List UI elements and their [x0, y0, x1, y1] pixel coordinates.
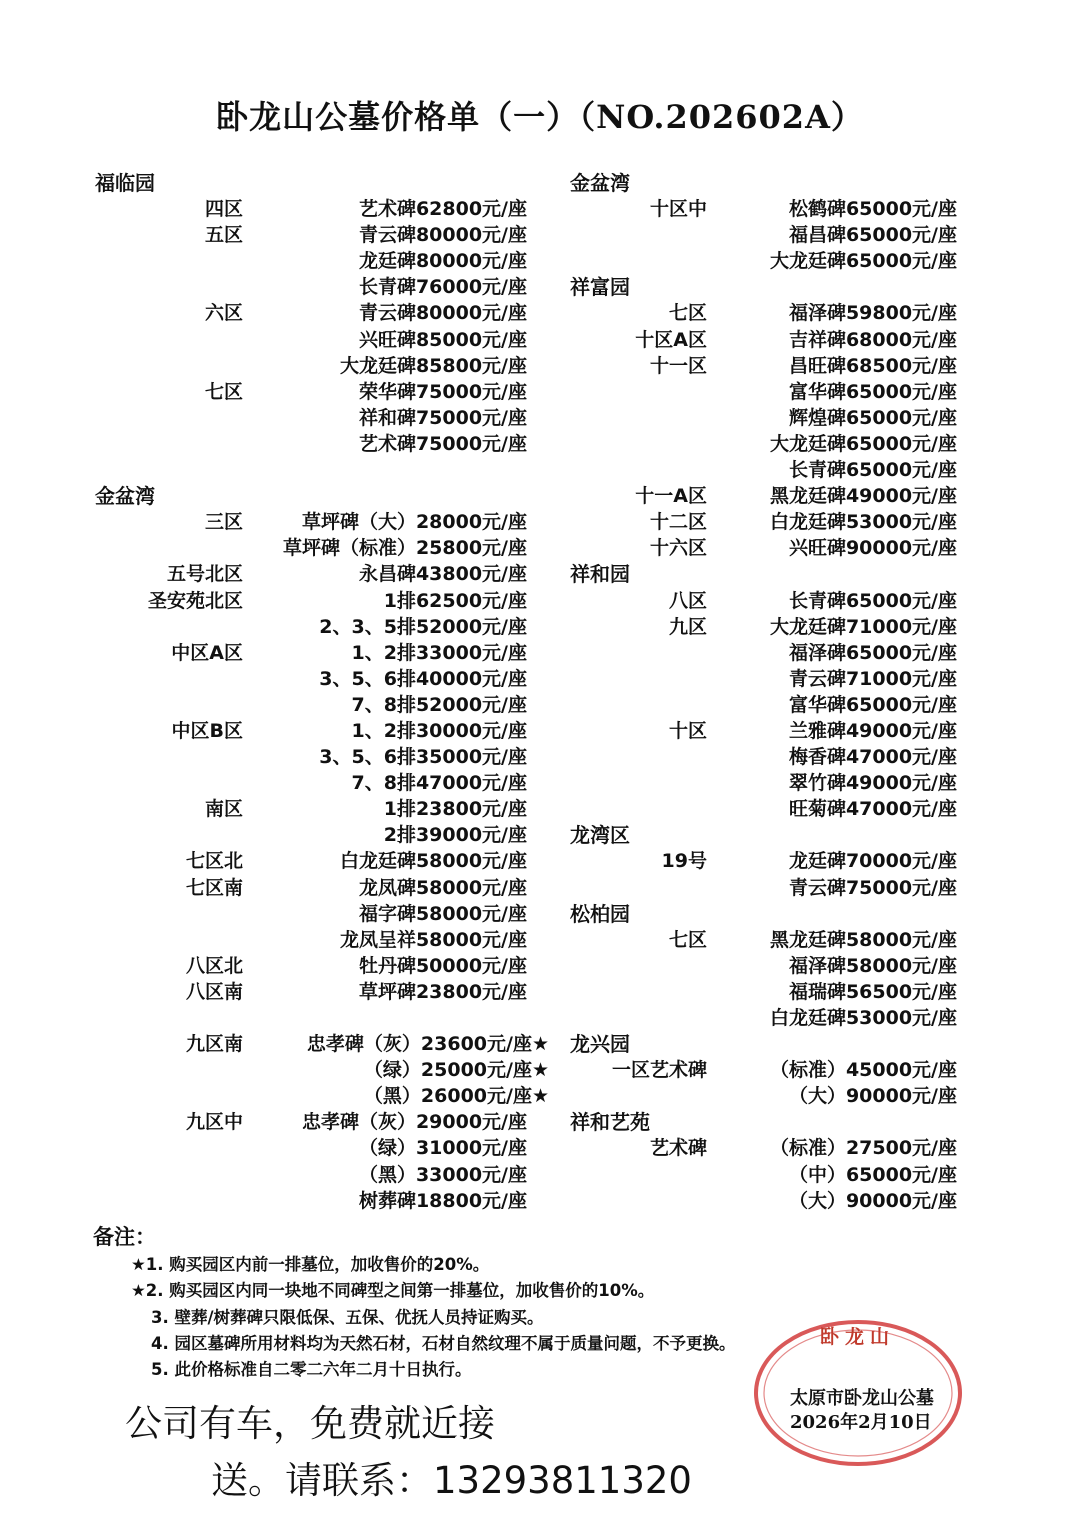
price-row	[570, 353, 965, 379]
price-value: 青云碑75000元/座	[788, 876, 957, 899]
price-value: 兰雅碑49000元/座	[788, 719, 957, 742]
price-value: 辉煌碑65000元/座	[788, 406, 957, 429]
price-row	[570, 222, 965, 248]
price-row	[570, 431, 965, 457]
price-row	[570, 274, 965, 300]
price-value: 吉祥碑68000元/座	[788, 328, 957, 351]
page-title: 卧龙山公墓价格单（一）（NO.202602A）	[216, 98, 864, 136]
price-row	[570, 1188, 965, 1214]
zone-name: 八区北	[185, 954, 243, 977]
note-item: ★2. 购买园区内同一块地不同碑型之间第一排墓位，加收售价的10%。	[131, 1281, 655, 1301]
price-row	[95, 1057, 549, 1083]
price-row	[95, 1031, 549, 1057]
price-value: 松鹤碑65000元/座	[788, 198, 957, 221]
price-row	[95, 405, 535, 431]
price-row	[570, 744, 965, 770]
price-value: （中）65000元/座	[788, 1163, 957, 1186]
price-row	[95, 1135, 535, 1161]
price-value: （标准）27500元/座	[769, 1137, 957, 1160]
price-value: 白龙廷碑58000元/座	[339, 850, 527, 873]
price-value: 龙凤碑58000元/座	[358, 876, 527, 899]
zone-name: 南区	[204, 798, 243, 821]
price-value: 黑龙廷碑58000元/座	[769, 928, 957, 951]
price-row	[95, 901, 535, 927]
price-row	[95, 300, 535, 326]
price-value: 3、5、6排35000元/座	[319, 746, 527, 769]
price-value: 艺术碑62800元/座	[358, 198, 527, 221]
price-value: 永昌碑43800元/座	[358, 563, 527, 586]
price-value: 长青碑65000元/座	[788, 589, 957, 612]
price-value: 树葬碑18800元/座	[358, 1189, 527, 1212]
price-row	[570, 979, 965, 1005]
zone-name: 五区	[204, 224, 243, 247]
price-row	[95, 170, 535, 196]
price-row	[570, 248, 965, 274]
seal-arc-text: 卧龙山	[820, 1326, 896, 1348]
price-value: 旺菊碑47000元/座	[788, 798, 957, 821]
zone-name: 九区南	[185, 1033, 243, 1056]
price-value: 白龙廷碑53000元/座	[769, 511, 957, 534]
price-value: 昌旺碑68500元/座	[788, 354, 957, 377]
price-value: 白龙廷碑53000元/座	[769, 1007, 957, 1029]
zone-name: 五号北区	[166, 563, 243, 586]
zone-name: 七区	[204, 380, 243, 403]
price-value: 青云碑71000元/座	[788, 667, 957, 690]
zone-name: 中区A区	[171, 641, 243, 664]
price-row	[95, 796, 535, 822]
price-value: 大龙廷碑85800元/座	[339, 354, 527, 377]
note-item: ★1. 购买园区内前一排墓位，加收售价的20%。	[131, 1255, 490, 1274]
price-row	[95, 614, 535, 640]
zone-name: 八区南	[185, 980, 243, 1003]
seal-name: 太原市卧龙山公墓	[790, 1388, 934, 1409]
price-row	[570, 666, 965, 692]
price-row	[570, 796, 965, 822]
price-value: 福昌碑65000元/座	[788, 224, 957, 247]
price-value: 长青碑65000元/座	[788, 459, 957, 482]
price-row	[570, 718, 965, 744]
price-row	[570, 405, 965, 431]
price-row	[95, 692, 535, 718]
contact-overlay	[125, 1395, 765, 1509]
price-row	[570, 875, 965, 901]
section-name: 祥富园	[570, 275, 630, 300]
zone-name: 一区艺术碑	[611, 1059, 707, 1082]
price-row	[95, 953, 535, 979]
price-value: 2、3、5排52000元/座	[319, 615, 527, 638]
price-row	[570, 561, 965, 587]
price-value: 荣华碑75000元/座	[358, 380, 527, 403]
zone-name: 九区中	[185, 1111, 243, 1134]
price-row	[95, 718, 535, 744]
zone-name: 圣安苑北区	[147, 589, 243, 612]
price-row	[95, 666, 535, 692]
price-row	[95, 222, 535, 248]
price-value: 富华碑65000元/座	[788, 380, 957, 403]
price-row	[95, 379, 535, 405]
price-row	[95, 431, 535, 457]
price-row	[570, 1083, 965, 1109]
zone-name: 十六区	[649, 537, 707, 560]
zone-name: 七区北	[185, 850, 243, 873]
price-row	[95, 744, 535, 770]
price-row	[95, 535, 535, 561]
price-row	[570, 170, 965, 196]
price-row	[95, 1188, 535, 1214]
price-value: 兴旺碑90000元/座	[788, 537, 957, 560]
price-value: （绿）25000元/座★	[363, 1059, 549, 1082]
price-value: （大）90000元/座	[788, 1085, 957, 1108]
price-row	[570, 196, 965, 222]
zone-name: 十区	[668, 719, 707, 742]
price-value: 龙廷碑80000元/座	[358, 250, 527, 273]
price-value: 福字碑58000元/座	[358, 902, 527, 925]
price-value: 兴旺碑85000元/座	[358, 328, 527, 351]
price-row	[95, 248, 535, 274]
price-row	[95, 457, 535, 483]
price-row	[570, 770, 965, 796]
price-value: 7、8排47000元/座	[351, 772, 527, 795]
price-value: 青云碑80000元/座	[358, 224, 527, 247]
price-value: 草坪碑（标准）25800元/座	[282, 537, 527, 560]
zone-name: 六区	[204, 302, 243, 325]
zone-name: 九区	[668, 615, 707, 638]
price-row	[95, 640, 535, 666]
contact-line-1: 公司有车，免费就近接	[125, 1402, 495, 1445]
zone-name: 十一A区	[635, 485, 707, 508]
section-name: 金盆湾	[570, 171, 630, 195]
price-row	[95, 561, 535, 587]
price-value: 龙廷碑70000元/座	[788, 850, 957, 873]
price-row	[570, 927, 965, 953]
zone-name: 十区A区	[635, 328, 707, 351]
price-row	[570, 953, 965, 979]
price-row	[570, 1005, 965, 1031]
price-value: 黑龙廷碑49000元/座	[769, 485, 957, 508]
price-value: 7、8排52000元/座	[351, 693, 527, 716]
price-value: （大）90000元/座	[788, 1189, 957, 1212]
price-row	[95, 509, 535, 535]
price-row	[95, 483, 535, 509]
zone-name: 七区	[668, 302, 707, 325]
notes-heading: 备注：	[93, 1225, 156, 1249]
price-row	[570, 848, 965, 874]
price-value: 忠孝碑（灰）29000元/座	[301, 1111, 527, 1134]
section-name: 金盆湾	[95, 484, 155, 509]
price-row	[95, 274, 535, 300]
seal-date: 2026年2月10日	[790, 1412, 932, 1433]
section-name: 福临园	[95, 171, 155, 195]
price-row	[570, 614, 965, 640]
price-value: 忠孝碑（灰）23600元/座★	[306, 1033, 549, 1056]
price-value: （黑）26000元/座★	[363, 1085, 549, 1108]
left-price-column	[95, 170, 549, 1214]
price-value: 富华碑65000元/座	[788, 693, 957, 716]
price-value: （黑）33000元/座	[358, 1163, 527, 1186]
price-row	[570, 1031, 965, 1057]
price-row	[570, 483, 965, 509]
price-value: 福泽碑58000元/座	[788, 954, 957, 977]
price-row	[95, 770, 535, 796]
zone-name: 十一区	[649, 354, 707, 377]
price-value: 大龙廷碑71000元/座	[769, 615, 957, 638]
price-row	[570, 457, 965, 483]
price-value: 祥和碑75000元/座	[358, 406, 527, 429]
price-row	[570, 640, 965, 666]
right-price-column	[570, 170, 965, 1214]
price-value: 草坪碑（大）28000元/座	[301, 511, 527, 534]
section-name: 祥和园	[570, 562, 630, 587]
price-value: 翠竹碑49000元/座	[788, 772, 957, 795]
price-value: 龙凤呈祥58000元/座	[339, 928, 527, 951]
price-row	[570, 1057, 965, 1083]
zone-name: 十区中	[649, 198, 707, 221]
note-item: 4. 园区墓碑所用材料均为天然石材，石材自然纹理不属于质量问题，不予更换。	[151, 1333, 736, 1353]
price-row	[570, 901, 965, 927]
zone-name: 七区南	[185, 876, 243, 899]
price-row	[570, 588, 965, 614]
price-value: 福瑞碑56500元/座	[788, 980, 957, 1003]
price-row	[95, 822, 535, 848]
zone-name: 四区	[204, 198, 243, 221]
zone-name: 七区	[668, 928, 707, 951]
price-value: （标准）45000元/座	[769, 1059, 957, 1082]
price-value: 草坪碑23800元/座	[358, 980, 527, 1003]
price-row	[95, 196, 535, 222]
price-value: 福泽碑65000元/座	[788, 641, 957, 664]
price-row	[95, 1005, 535, 1031]
price-row	[95, 588, 535, 614]
price-row	[570, 1162, 965, 1188]
price-row	[95, 875, 535, 901]
price-value: 长青碑76000元/座	[358, 276, 527, 299]
price-value: 1排23800元/座	[383, 798, 527, 821]
zone-name: 三区	[204, 511, 243, 534]
price-value: 牡丹碑50000元/座	[358, 954, 527, 977]
price-row	[95, 1162, 535, 1188]
price-value: 福泽碑59800元/座	[788, 302, 957, 325]
price-value: 梅香碑47000元/座	[788, 746, 957, 769]
note-item: 3. 壁葬/树葬碑只限低保、五保、优抚人员持证购买。	[151, 1307, 544, 1327]
price-row	[95, 979, 535, 1005]
price-value: 大龙廷碑65000元/座	[769, 432, 957, 455]
section-name: 龙湾区	[570, 823, 630, 848]
price-row	[570, 1135, 965, 1161]
price-row	[570, 300, 965, 326]
zone-name: 中区B区	[171, 719, 243, 742]
price-value: 青云碑80000元/座	[358, 302, 527, 325]
contact-line-2: 送。请联系：13293811320	[211, 1459, 692, 1502]
price-row	[95, 1083, 549, 1109]
zone-name: 十二区	[649, 511, 707, 534]
price-row	[95, 327, 535, 353]
price-value: 3、5、6排40000元/座	[319, 667, 527, 690]
price-row	[570, 692, 965, 718]
price-row	[570, 327, 965, 353]
zone-name: 艺术碑	[649, 1137, 707, 1160]
section-name: 松柏园	[570, 901, 630, 926]
price-row	[570, 379, 965, 405]
section-name: 祥和艺苑	[570, 1110, 650, 1135]
price-value: 艺术碑75000元/座	[358, 432, 527, 455]
price-row	[95, 1109, 535, 1135]
price-value: 1、2排30000元/座	[351, 719, 527, 742]
price-value: 2排39000元/座	[383, 824, 527, 847]
note-item: 5. 此价格标准自二零二六年二月十日执行。	[151, 1360, 472, 1380]
price-value: （绿）31000元/座	[358, 1137, 527, 1160]
section-name: 龙兴园	[570, 1032, 630, 1057]
price-value: 大龙廷碑65000元/座	[769, 250, 957, 273]
price-value: 1排62500元/座	[383, 589, 527, 612]
zone-name: 19号	[661, 850, 707, 873]
price-row	[95, 353, 535, 379]
price-row	[570, 535, 965, 561]
zone-name: 八区	[668, 589, 707, 612]
price-row	[570, 509, 965, 535]
price-row	[95, 927, 535, 953]
price-row	[95, 848, 535, 874]
price-row	[570, 822, 965, 848]
price-row	[570, 1109, 965, 1135]
price-value: 1、2排33000元/座	[351, 641, 527, 664]
